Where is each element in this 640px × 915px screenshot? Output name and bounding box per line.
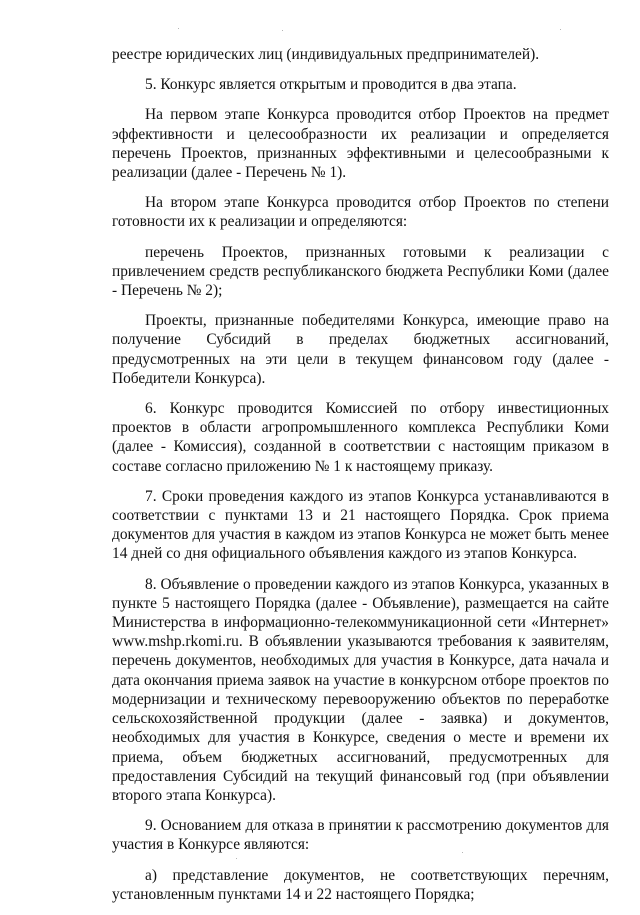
document-body (112, 45, 609, 915)
scan-speck (282, 30, 283, 31)
paragraph-item-9: 9. Основанием для отказа в принятии к рассмотрению документов для участия в Конкурсе являются: (112, 817, 609, 854)
paragraph-stage-two: На втором этапе Конкурса проводится отбор Проектов по степени готовности их к реализации и определяются: (112, 194, 609, 231)
scan-speck (178, 28, 179, 29)
paragraph-item-6: 6. Конкурс проводится Комиссией по отбору инвестиционных проектов в области агропромышленного комплекса Республики Коми (далее - Комиссия), созданной в соответствии с настоящим приказом в составе согласно приложению № 1 к настоящему приказу. (112, 400, 609, 475)
paragraph-item-9a: а) представление документов, не соответствующих перечням, установленным пунктами 14 и 22 настоящего Порядка; (112, 866, 609, 903)
scan-speck (560, 29, 561, 30)
paragraph-item-8: 8. Объявление о проведении каждого из этапов Конкурса, указанных в пункте 5 настоящего Порядка (далее - Объявление), размещается на сайте Министерства в информационно-телекоммуникационной сети «Интернет» www.mshp.rkomi.ru. В объявлении указываются требования к заявителям, перечень документов, необходимых для участия в Конкурсе, дата начала и дата окончания приема заявок на участие в конкурсном отборе проектов по модернизации и техническому перевооружению объектов по переработке сельскохозяйственной продукции (далее - заявка) и документов, необходимых для участия в Конкурсе, сведения о месте и времени их приема, объем бюджетных ассигнований, предусмотренных для предоставления Субсидий на текущий финансовый год (при объявлении второго этапа Конкурса). (112, 575, 609, 804)
paragraph-list-2: перечень Проектов, признанных готовыми к реализации с привлечением средств республиканского бюджета Республики Коми (далее - Перечень № 2); (112, 243, 609, 300)
paragraph-stage-one: На первом этапе Конкурса проводится отбор Проектов на предмет эффективности и целесообразности их реализации и определяется перечень Проектов, признанных эффективными и целесообразными к реализации (далее - Перечень № 1). (112, 106, 609, 182)
paragraph-item-7: 7. Сроки проведения каждого из этапов Конкурса устанавливаются в соответствии с пунктами 13 и 21 настоящего Порядка. Срок приема документов для участия в каждом из этапов Конкурса не может быть менее 14 дней со дня официального объявления каждого из этапов Конкурса. (112, 487, 609, 563)
paragraph-winners: Проекты, признанные победителями Конкурса, имеющие право на получение Субсидий в пределах бюджетных ассигнований, предусмотренных на эти цели в текущем финансовом году (далее - Победители Конкурса). (112, 312, 609, 387)
paragraph-item-5: 5. Конкурс является открытым и проводится в два этапа. (145, 76, 517, 94)
paragraph-continuation: реестре юридических лиц (индивидуальных предпринимателей). (112, 46, 540, 63)
